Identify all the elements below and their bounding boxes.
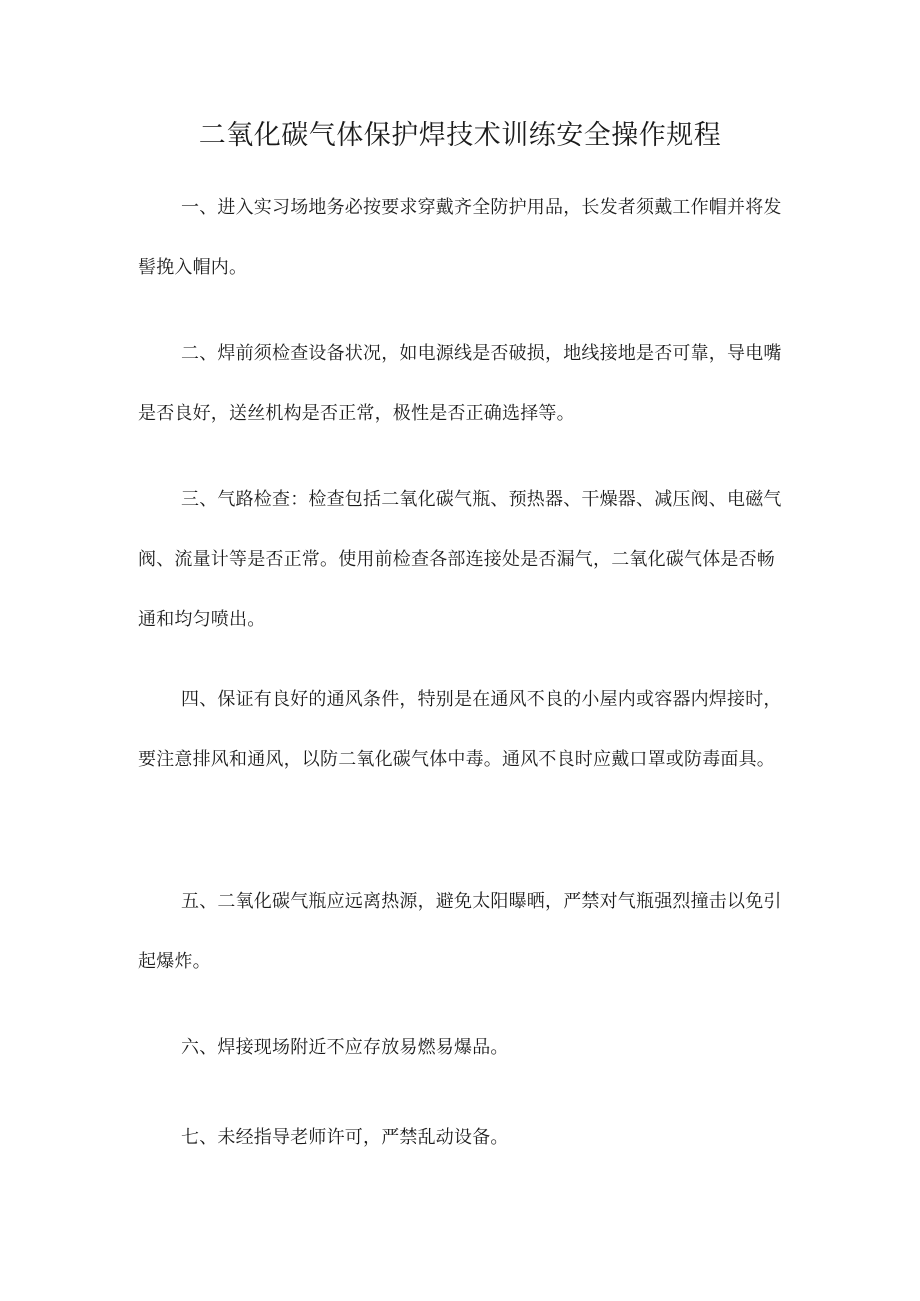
- paragraph-1: 一、进入实习场地务必按要求穿戴齐全防护用品，长发者须戴工作帽并将发髻挽入帽内。: [138, 197, 782, 278]
- paragraph-2: 二、焊前须检查设备状况，如电源线是否破损，地线接地是否可靠，导电嘴是否良好，送丝机构是否正常，极性是否正确选择等。: [138, 343, 782, 424]
- paragraph-3: 三、气路检查：检查包括二氧化碳气瓶、预热器、干燥器、减压阀、电磁气阀、流量计等是否正常。使用前检查各部连接处是否漏气，二氧化碳气体是否畅通和均匀喷出。: [138, 489, 782, 630]
- paragraph-6: 六、焊接现场附近不应存放易燃易爆品。: [181, 1037, 509, 1058]
- paragraph-7: 七、未经指导老师许可，严禁乱动设备。: [181, 1127, 509, 1148]
- document-title: 二氧化碳气体保护焊技术训练安全操作规程: [198, 120, 722, 151]
- paragraph-4: 四、保证有良好的通风条件，特别是在通风不良的小屋内或容器内焊接时，要注意排风和通风，以防二氧化碳气体中毒。通风不良时应戴口罩或防毒面具。: [138, 689, 782, 770]
- paragraph-5: 五、二氧化碳气瓶应远离热源，避免太阳曝晒，严禁对气瓶强烈撞击以免引起爆炸。: [138, 891, 782, 972]
